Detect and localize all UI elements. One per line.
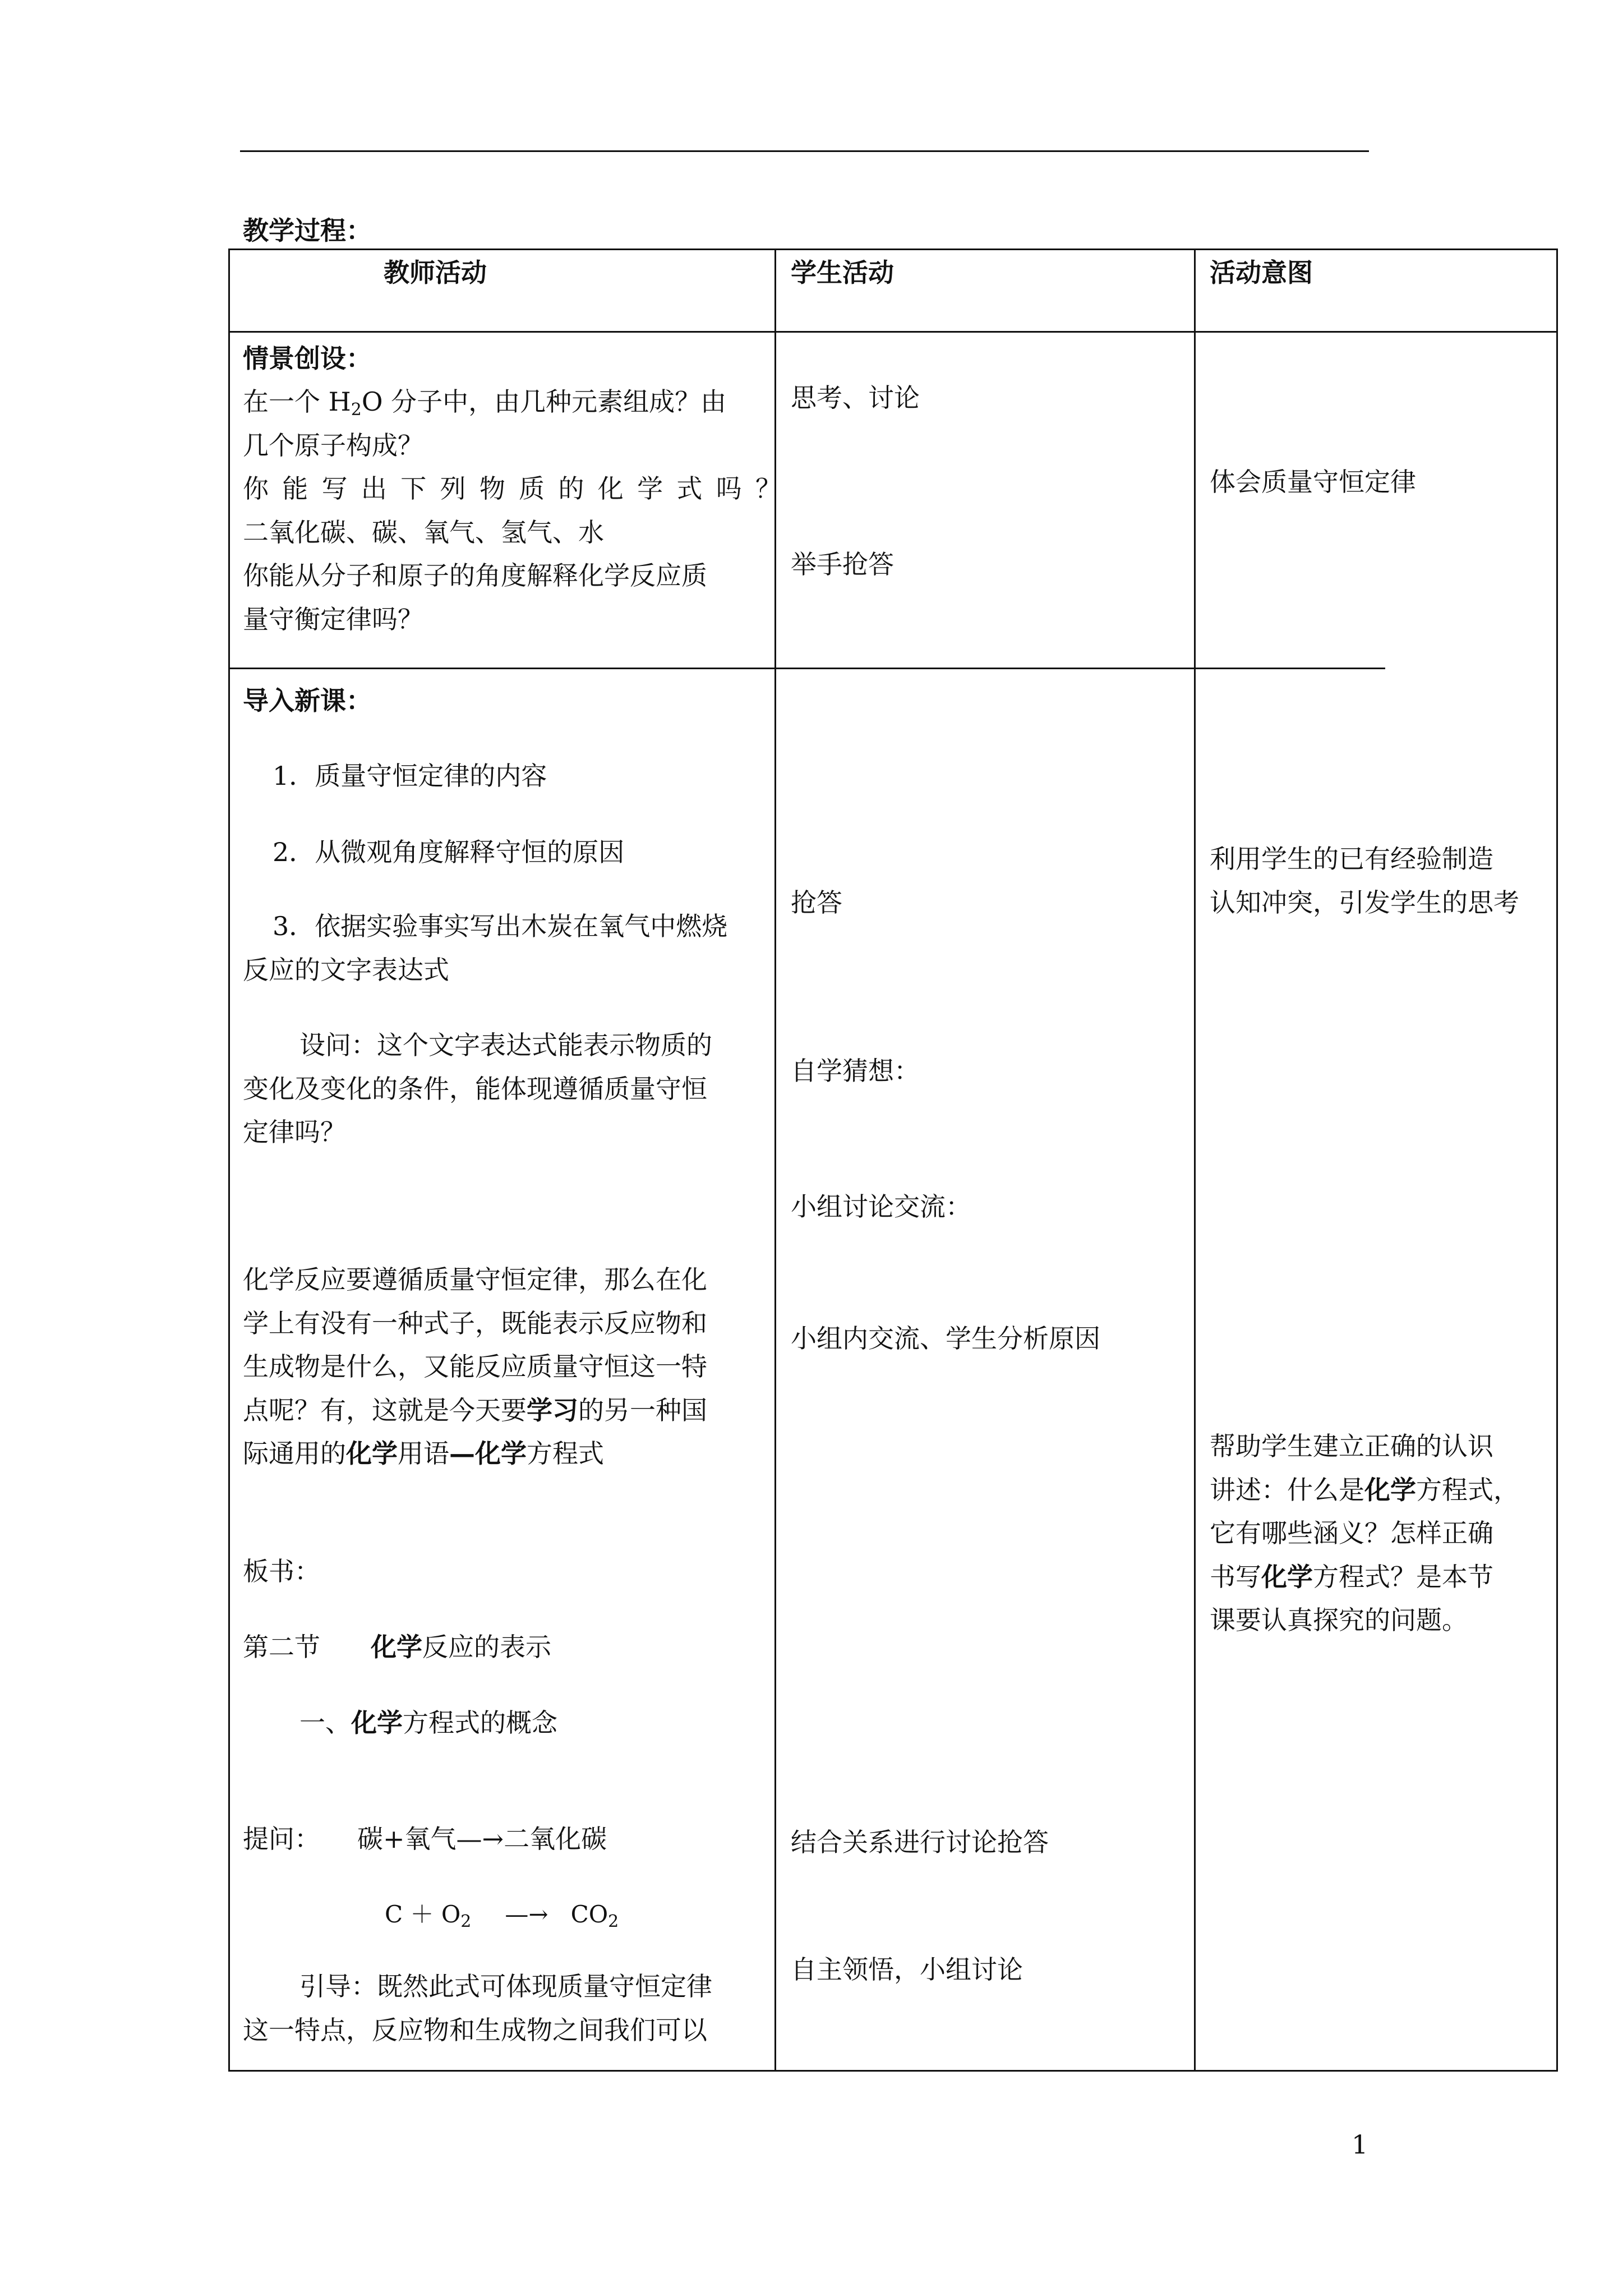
- arrow-icon: →: [482, 1824, 504, 1854]
- intent-help-line-2: 讲述：什么是化学方程式，: [1210, 1475, 1519, 1505]
- intro-paragraph-line-2: 学上有没有一种式子，既能表示反应物和: [243, 1308, 707, 1338]
- q1-subscript: 2: [351, 400, 362, 420]
- student-think-discuss: 思考、讨论: [791, 383, 920, 413]
- student-quick-answer: 抢答: [791, 887, 842, 918]
- lesson-item-3: 3．依据实验事实写出木炭在氧气中燃烧: [273, 911, 728, 941]
- table-bottom-border: [228, 2070, 1558, 2072]
- ask-line-2: 变化及变化的条件，能体现遵循质量守恒: [243, 1074, 707, 1104]
- intro-paragraph-line-3: 生成物是什么，又能反应质量守恒这一特: [243, 1351, 707, 1382]
- student-raise-hand: 举手抢答: [791, 549, 894, 579]
- intent-help-line-3: 它有哪些涵义？怎样正确: [1210, 1518, 1493, 1548]
- student-discuss-answer: 结合关系进行讨论抢答: [791, 1827, 1049, 1857]
- intro-paragraph-line-5: 际通用的化学用语—化学方程式: [243, 1438, 604, 1469]
- ask-line-3: 定律吗？: [243, 1117, 346, 1147]
- page-number: 1: [1352, 2129, 1368, 2160]
- lesson-item-2: 2．从微观角度解释守恒的原因: [273, 837, 625, 867]
- scenario-title: 情景创设：: [243, 343, 372, 374]
- student-self-realize: 自主领悟，小组讨论: [791, 1954, 1023, 1985]
- intent-experience-law: 体会质量守恒定律: [1210, 467, 1416, 497]
- intent-conflict-line-1: 利用学生的已有经验制造: [1210, 844, 1493, 874]
- student-self-study: 自学猜想：: [791, 1056, 920, 1086]
- table-left-border: [228, 249, 230, 2072]
- q1-part2: O 分子中，由几种元素组成？由: [361, 386, 727, 417]
- scenario-question-3-line2: 量守衡定律吗？: [243, 604, 423, 634]
- scenario-question-2-items: 二氧化碳、碳、氧气、氢气、水: [243, 517, 604, 547]
- new-lesson-title: 导入新课：: [243, 685, 372, 716]
- ask-line-1: 设问：这个文字表达式能表示物质的: [299, 1030, 712, 1060]
- q1-part1: 在一个 H: [243, 386, 351, 417]
- symbol-equation: $C + O_2$ —→ $CO_2$: [385, 1901, 619, 1931]
- intent-help-line-4: 书写化学方程式？是本节: [1210, 1562, 1493, 1592]
- header-rule: [240, 150, 1369, 152]
- scenario-question-1-line2: 几个原子构成？: [243, 430, 423, 461]
- col-divider-1: [774, 249, 776, 2072]
- section-heading: 第二节 化学反应的表示: [243, 1632, 551, 1662]
- header-student-activity: 学生活动: [791, 257, 894, 288]
- intent-conflict-line-2: 认知冲突，引发学生的思考: [1210, 887, 1519, 918]
- lesson-item-3-line2: 反应的文字表达式: [243, 955, 449, 985]
- guide-line-1: 引导：既然此式可体现质量守恒定律: [299, 1971, 712, 2001]
- guide-line-2: 这一特点，反应物和生成物之间我们可以: [243, 2015, 707, 2045]
- scenario-question-3: 你能从分子和原子的角度解释化学反应质: [243, 560, 707, 591]
- intent-help-line-5: 课要认真探究的问题。: [1210, 1605, 1468, 1635]
- header-activity-intent: 活动意图: [1210, 257, 1313, 288]
- col-divider-2: [1194, 249, 1196, 2072]
- student-group-discuss: 小组讨论交流：: [791, 1191, 971, 1222]
- word-equation: 碳+氧气—→二氧化碳: [357, 1824, 607, 1854]
- table-right-border: [1556, 249, 1558, 2072]
- section-label: 教学过程：: [243, 215, 372, 246]
- header-row-border: [228, 331, 1558, 333]
- intro-paragraph-line-4: 点呢？有，这就是今天要学习的另一种国: [243, 1395, 707, 1425]
- question-label: 提问：: [243, 1824, 320, 1854]
- concept-heading: 一、化学方程式的概念: [299, 1708, 557, 1738]
- row1-bottom-border: [228, 668, 1385, 669]
- student-group-analyze: 小组内交流、学生分析原因: [791, 1323, 1100, 1354]
- scenario-question-2: 你能写出下列物质的化学式吗？: [243, 473, 781, 504]
- intro-paragraph-line-1: 化学反应要遵循质量守恒定律，那么在化: [243, 1264, 707, 1295]
- intent-help-line-1: 帮助学生建立正确的认识: [1210, 1431, 1493, 1461]
- board-label: 板书：: [243, 1556, 320, 1586]
- header-teacher-activity: 教师活动: [384, 257, 487, 288]
- lesson-item-1: 1．质量守恒定律的内容: [273, 761, 547, 791]
- equation-arrow-icon: —→: [505, 1901, 548, 1928]
